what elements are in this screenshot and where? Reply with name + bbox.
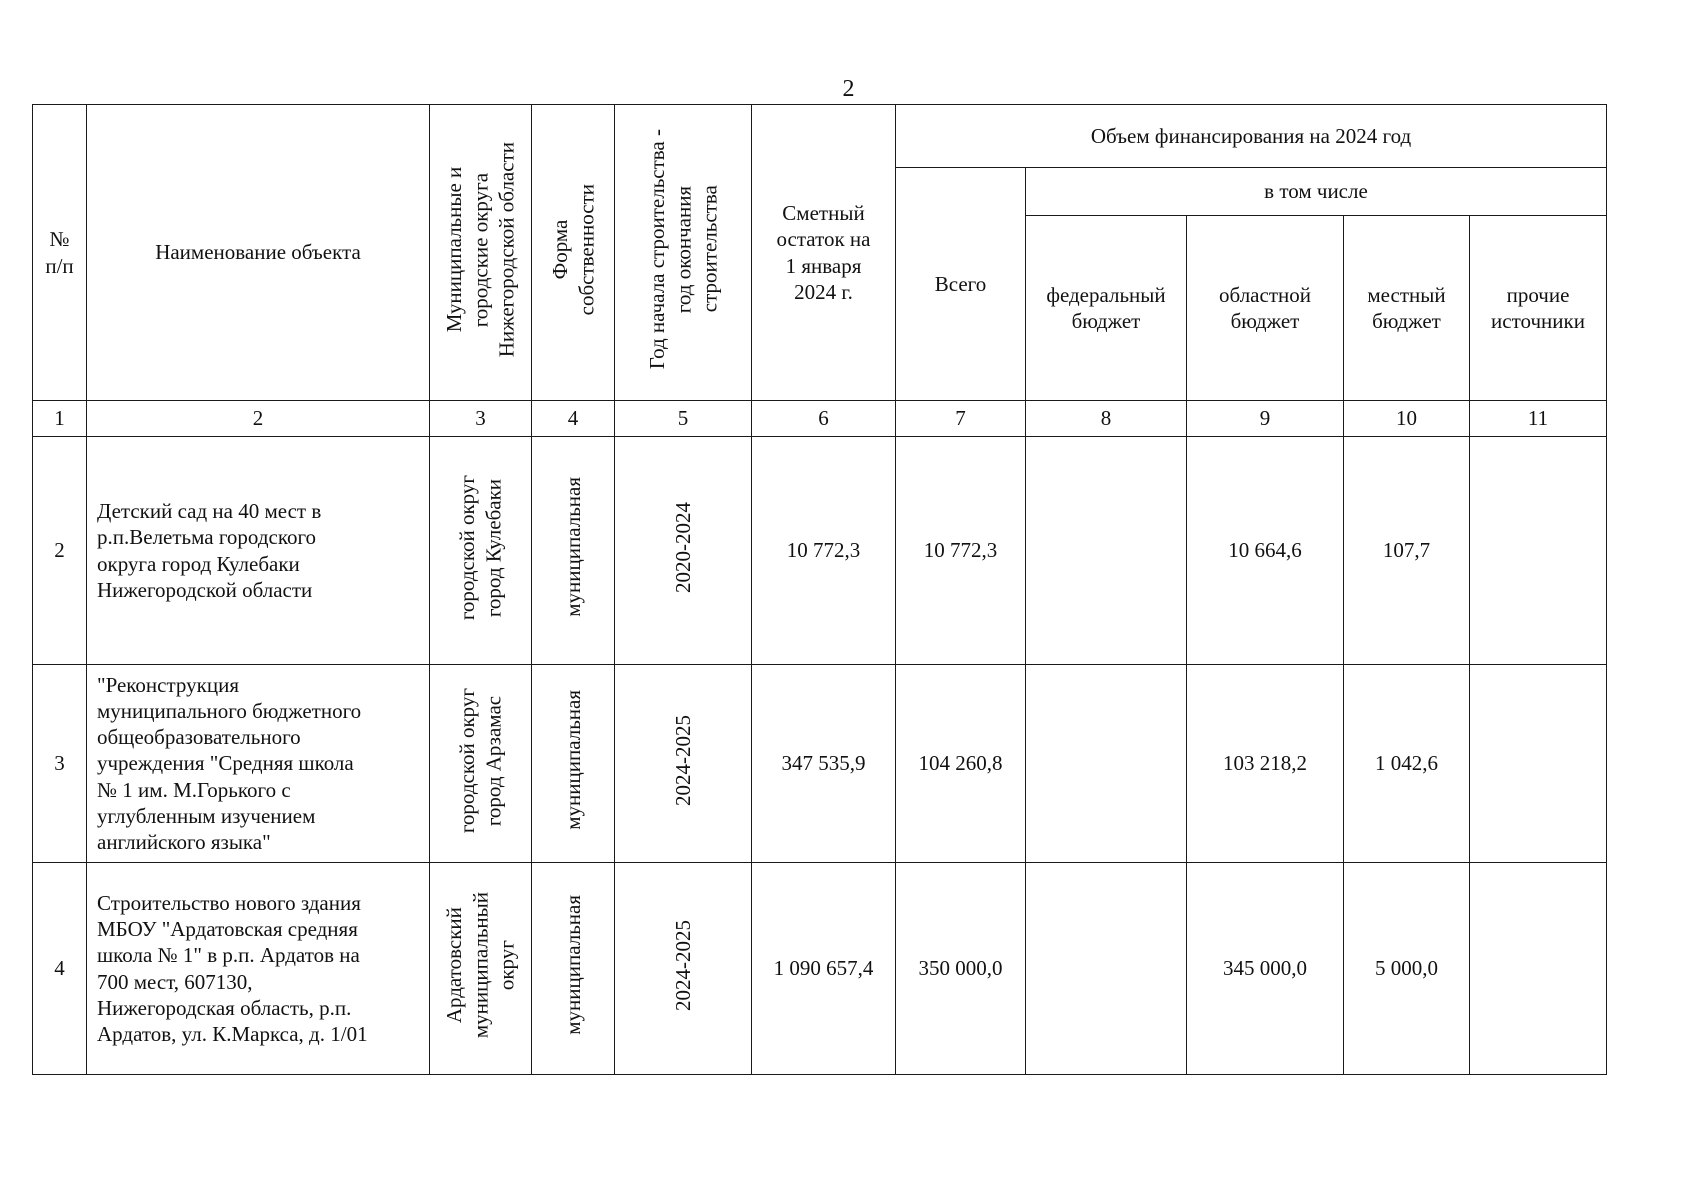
header-municipal	[430, 105, 532, 401]
header-other	[1470, 216, 1607, 401]
header-municipal-line: городские округа	[468, 172, 493, 327]
cell-object-name	[87, 863, 430, 1075]
cell-years-text: 2024-2025	[670, 714, 695, 806]
cell-no: 2	[33, 437, 87, 665]
cell-object-name	[87, 437, 430, 665]
cell-object-name-line: округа город Кулебаки	[97, 551, 300, 576]
header-federal-line: федеральный	[1046, 282, 1166, 307]
header-no	[33, 105, 87, 401]
cell-ownership	[532, 665, 615, 863]
header-financing-title	[896, 105, 1607, 168]
financing-table	[32, 104, 1607, 1075]
cell-local: 1 042,6	[1344, 665, 1470, 863]
table-row	[33, 437, 1607, 665]
cell-years-text: 2020-2024	[670, 501, 695, 593]
column-number: 4	[532, 401, 615, 437]
cell-municipal-text	[454, 475, 507, 620]
cell-object-name-line: общеобразовательного	[97, 725, 301, 750]
header-other-line: источники	[1491, 309, 1585, 333]
cell-ownership-text: муниципальная	[560, 895, 585, 1036]
cell-regional: 103 218,2	[1187, 665, 1344, 863]
header-ownership-line: Форма	[547, 219, 572, 280]
column-number: 3	[430, 401, 532, 437]
cell-estimate-remainder: 10 772,3	[752, 437, 896, 665]
cell-years	[615, 437, 752, 665]
column-numbers-row	[33, 401, 1607, 437]
header-municipal-line: Нижегородской области	[494, 141, 519, 358]
header-years-line: строительства	[697, 185, 722, 313]
cell-local: 5 000,0	[1344, 863, 1470, 1075]
cell-ownership	[532, 863, 615, 1075]
cell-object-name-line: 700 мест, 607130,	[97, 969, 253, 994]
cell-ownership	[532, 437, 615, 665]
header-years-line: Год начала строительства -	[644, 129, 669, 370]
cell-object-name-line: Нижегородской области	[97, 577, 313, 602]
cell-object-name-line: Строительство нового здания	[97, 890, 361, 915]
cell-federal	[1026, 437, 1187, 665]
column-number: 9	[1187, 401, 1344, 437]
cell-municipal-line: городской округ	[455, 474, 480, 620]
header-no-line: п/п	[45, 253, 74, 278]
cell-no: 4	[33, 863, 87, 1075]
header-local-line: местный	[1367, 282, 1446, 307]
cell-object-name	[87, 665, 430, 863]
column-number: 11	[1470, 401, 1607, 437]
cell-object-name-line: Ардатов, ул. К.Маркса, д. 1/01	[97, 1022, 368, 1046]
cell-object-name-line: английского языка"	[97, 830, 271, 855]
column-number: 2	[87, 401, 430, 437]
header-local	[1344, 216, 1470, 401]
header-municipal-text	[441, 142, 520, 357]
header-federal-line: бюджет	[1071, 309, 1141, 333]
header-total	[896, 168, 1026, 401]
cell-ownership-text: муниципальная	[560, 477, 585, 618]
header-regional	[1187, 216, 1344, 401]
header-including	[1026, 168, 1607, 216]
header-regional-line: областной	[1219, 282, 1311, 307]
header-years-line: год окончания	[670, 185, 695, 314]
header-years-text	[644, 129, 723, 369]
cell-federal	[1026, 665, 1187, 863]
header-ownership	[532, 105, 615, 401]
page-number: 2	[842, 76, 855, 102]
cell-municipal-line: муниципальный	[468, 892, 493, 1039]
column-number: 10	[1344, 401, 1470, 437]
header-local-line: бюджет	[1372, 309, 1441, 333]
cell-object-name-line: школа № 1" в р.п. Ардатов на	[97, 943, 360, 968]
header-ownership-line: собственности	[574, 183, 598, 316]
column-number: 8	[1026, 401, 1187, 437]
cell-regional: 10 664,6	[1187, 437, 1344, 665]
cell-municipal-line: город Кулебаки	[481, 478, 506, 617]
header-other-line: прочие	[1506, 282, 1570, 307]
cell-years	[615, 863, 752, 1075]
header-including-text: в том числе	[1264, 179, 1368, 204]
cell-object-name-line: "Реконструкция	[97, 672, 239, 697]
cell-object-name-line: муниципального бюджетного	[97, 698, 362, 723]
cell-other	[1470, 863, 1607, 1075]
cell-local: 107,7	[1344, 437, 1470, 665]
table-row	[33, 665, 1607, 863]
cell-no: 3	[33, 665, 87, 863]
header-estimate-line: 2024 г.	[794, 279, 853, 304]
cell-municipal-line: округ	[494, 940, 519, 991]
cell-other	[1470, 437, 1607, 665]
cell-total: 10 772,3	[896, 437, 1026, 665]
cell-municipal	[430, 437, 532, 665]
cell-object-name-line: р.п.Велетьма городского	[97, 525, 317, 550]
table-row	[33, 863, 1607, 1075]
header-municipal-line: Муниципальные и	[442, 166, 467, 333]
header-federal	[1026, 216, 1187, 401]
header-object-name-text: Наименование объекта	[155, 240, 361, 265]
column-number: 6	[752, 401, 896, 437]
cell-object-name-line: № 1 им. М.Горького с	[97, 777, 291, 802]
header-estimate-line: Сметный	[782, 201, 865, 225]
cell-estimate-remainder: 1 090 657,4	[752, 863, 896, 1075]
cell-ownership-text: муниципальная	[560, 690, 585, 831]
cell-federal	[1026, 863, 1187, 1075]
header-no-line: №	[49, 227, 70, 252]
header-years	[615, 105, 752, 401]
header-estimate-remainder	[752, 105, 896, 401]
header-financing-title-text: Объем финансирования на 2024 год	[1090, 123, 1412, 148]
cell-total: 104 260,8	[896, 665, 1026, 863]
cell-years-text: 2024-2025	[670, 919, 695, 1011]
header-estimate-line: остаток на	[776, 227, 871, 252]
cell-municipal-line: Ардатовский	[442, 907, 467, 1024]
cell-other	[1470, 665, 1607, 863]
header-object-name	[87, 105, 430, 401]
cell-municipal-text	[441, 892, 520, 1038]
cell-object-name-line: МБОУ "Ардатовская средняя	[97, 917, 358, 941]
cell-object-name-line: Нижегородская область, р.п.	[97, 995, 352, 1020]
header-regional-line: бюджет	[1230, 309, 1300, 333]
cell-municipal	[430, 665, 532, 863]
cell-years	[615, 665, 752, 863]
cell-municipal-line: город Арзамас	[481, 695, 506, 826]
column-number: 5	[615, 401, 752, 437]
cell-object-name-line: углубленным изучением	[97, 803, 316, 828]
header-ownership-text	[547, 184, 600, 315]
header-estimate-line: 1 января	[785, 253, 862, 278]
column-number: 1	[33, 401, 87, 437]
cell-municipal-line: городской округ	[455, 687, 480, 833]
column-number: 7	[896, 401, 1026, 437]
cell-estimate-remainder: 347 535,9	[752, 665, 896, 863]
cell-object-name-line: Детский сад на 40 мест в	[97, 499, 322, 523]
cell-total: 350 000,0	[896, 863, 1026, 1075]
cell-object-name-line: учреждения "Средняя школа	[97, 751, 354, 776]
cell-regional: 345 000,0	[1187, 863, 1344, 1075]
cell-municipal	[430, 863, 532, 1075]
cell-municipal-text	[454, 688, 507, 833]
header-total-text: Всего	[934, 271, 987, 296]
